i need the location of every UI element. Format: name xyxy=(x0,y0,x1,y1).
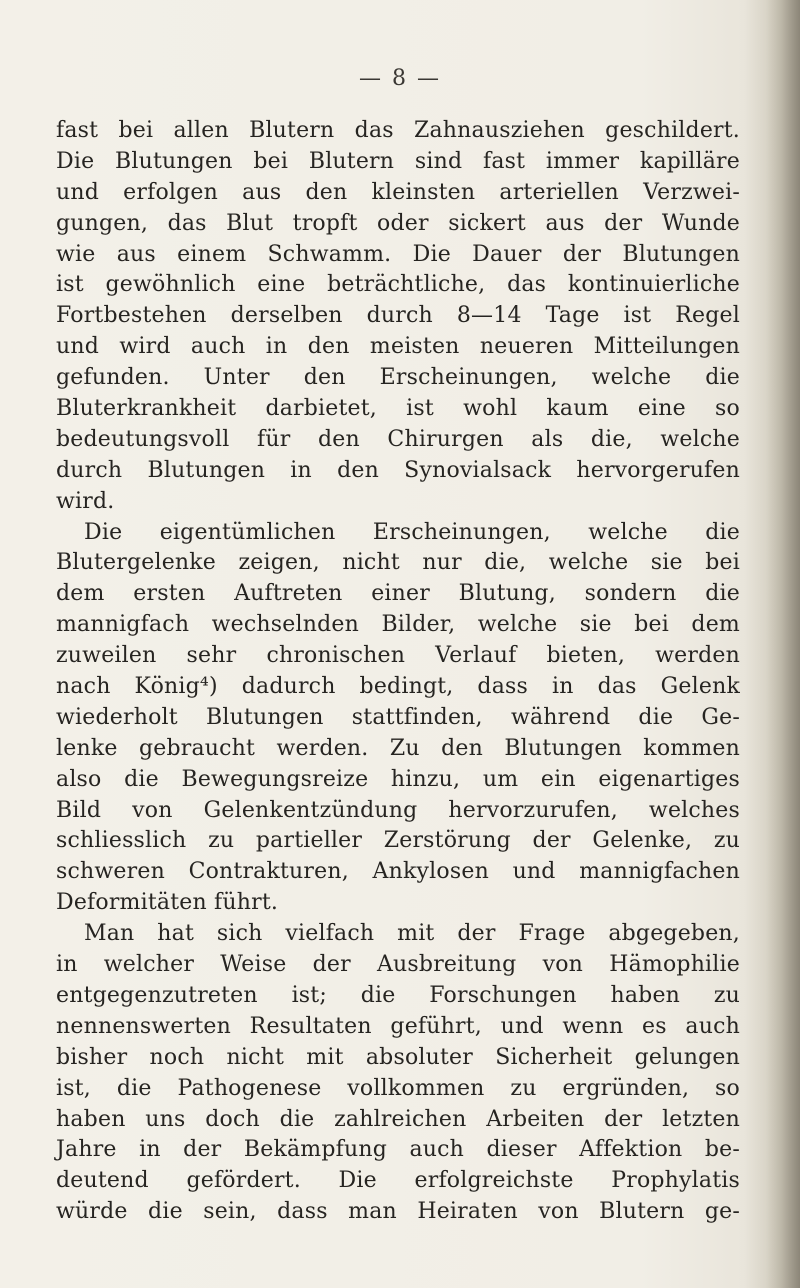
text-line: und wird auch in den meisten neueren Mitteilungen xyxy=(56,334,740,360)
text-line: in welcher Weise der Ausbreitung von Hämophilie xyxy=(56,952,740,978)
text-line: dem ersten Auftreten einer Blutung, sondern die xyxy=(56,581,740,607)
text-line: Jahre in der Bekämpfung auch dieser Affektion be- xyxy=(56,1137,740,1163)
text-line: also die Bewegungsreize hinzu, um ein eigenartiges xyxy=(56,766,740,792)
text-line: gefunden. Unter den Erscheinungen, welche die xyxy=(56,365,740,391)
page-edge-shadow xyxy=(766,0,800,1288)
text-line: bedeutungsvoll für den Chirurgen als die, welche xyxy=(56,426,740,452)
text-line: nennenswerten Resultaten geführt, und wenn es auch xyxy=(56,1013,740,1039)
text-line: wiederholt Blutungen stattfinden, während die Ge- xyxy=(56,704,740,730)
text-line: nach König⁴) dadurch bedingt, dass in das Gelenk xyxy=(56,674,740,700)
text-line: gungen, das Blut tropft oder sickert aus der Wunde xyxy=(56,210,740,236)
text-line: mannigfach wechselnden Bilder, welche sie bei dem xyxy=(56,612,740,638)
text-line: wird. xyxy=(56,488,115,514)
text-line: deutend gefördert. Die erfolgreichste Prophylatis xyxy=(56,1168,740,1194)
text-line: Deformitäten führt. xyxy=(56,890,279,916)
text-line: Man hat sich vielfach mit der Frage abgegeben, xyxy=(84,921,740,947)
text-line: Die Blutungen bei Blutern sind fast immer kapilläre xyxy=(56,148,740,174)
text-line: ist gewöhnlich eine beträchtliche, das kontinuierliche xyxy=(56,272,740,298)
text-line: und erfolgen aus den kleinsten arteriellen Verzwei- xyxy=(56,179,740,205)
text-line: wie aus einem Schwamm. Die Dauer der Blutungen xyxy=(56,241,740,267)
text-line: ist, die Pathogenese vollkommen zu ergründen, so xyxy=(56,1075,740,1101)
text-line: würde die sein, dass man Heiraten von Blutern ge- xyxy=(56,1199,740,1225)
text-line: Blutergelenke zeigen, nicht nur die, welche sie bei xyxy=(56,550,740,576)
text-line: entgegenzutreten ist; die Forschungen haben zu xyxy=(56,982,740,1008)
text-line: lenke gebraucht werden. Zu den Blutungen kommen xyxy=(56,735,740,761)
text-line: Bild von Gelenkentzündung hervorzurufen, welches xyxy=(56,797,740,823)
text-line: Fortbestehen derselben durch 8—14 Tage ist Regel xyxy=(56,303,740,329)
text-line: bisher noch nicht mit absoluter Sicherheit gelungen xyxy=(56,1044,740,1070)
text-line: durch Blutungen in den Synovialsack hervorgerufen xyxy=(56,457,740,483)
text-line: Bluterkrankheit darbietet, ist wohl kaum eine so xyxy=(56,396,740,422)
text-line: zuweilen sehr chronischen Verlauf bieten, werden xyxy=(56,643,740,669)
text-line: fast bei allen Blutern das Zahnausziehen geschildert. xyxy=(56,118,740,143)
text-line: schliesslich zu partieller Zerstörung der Gelenke, zu xyxy=(56,828,740,854)
text-line: schweren Contrakturen, Ankylosen und mannigfachen xyxy=(56,859,740,885)
text-line: haben uns doch die zahlreichen Arbeiten der letzten xyxy=(56,1106,740,1132)
text-line: Die eigentümlichen Erscheinungen, welche die xyxy=(84,519,740,545)
body-text xyxy=(56,116,740,1228)
page-number: — 8 — xyxy=(359,66,441,91)
